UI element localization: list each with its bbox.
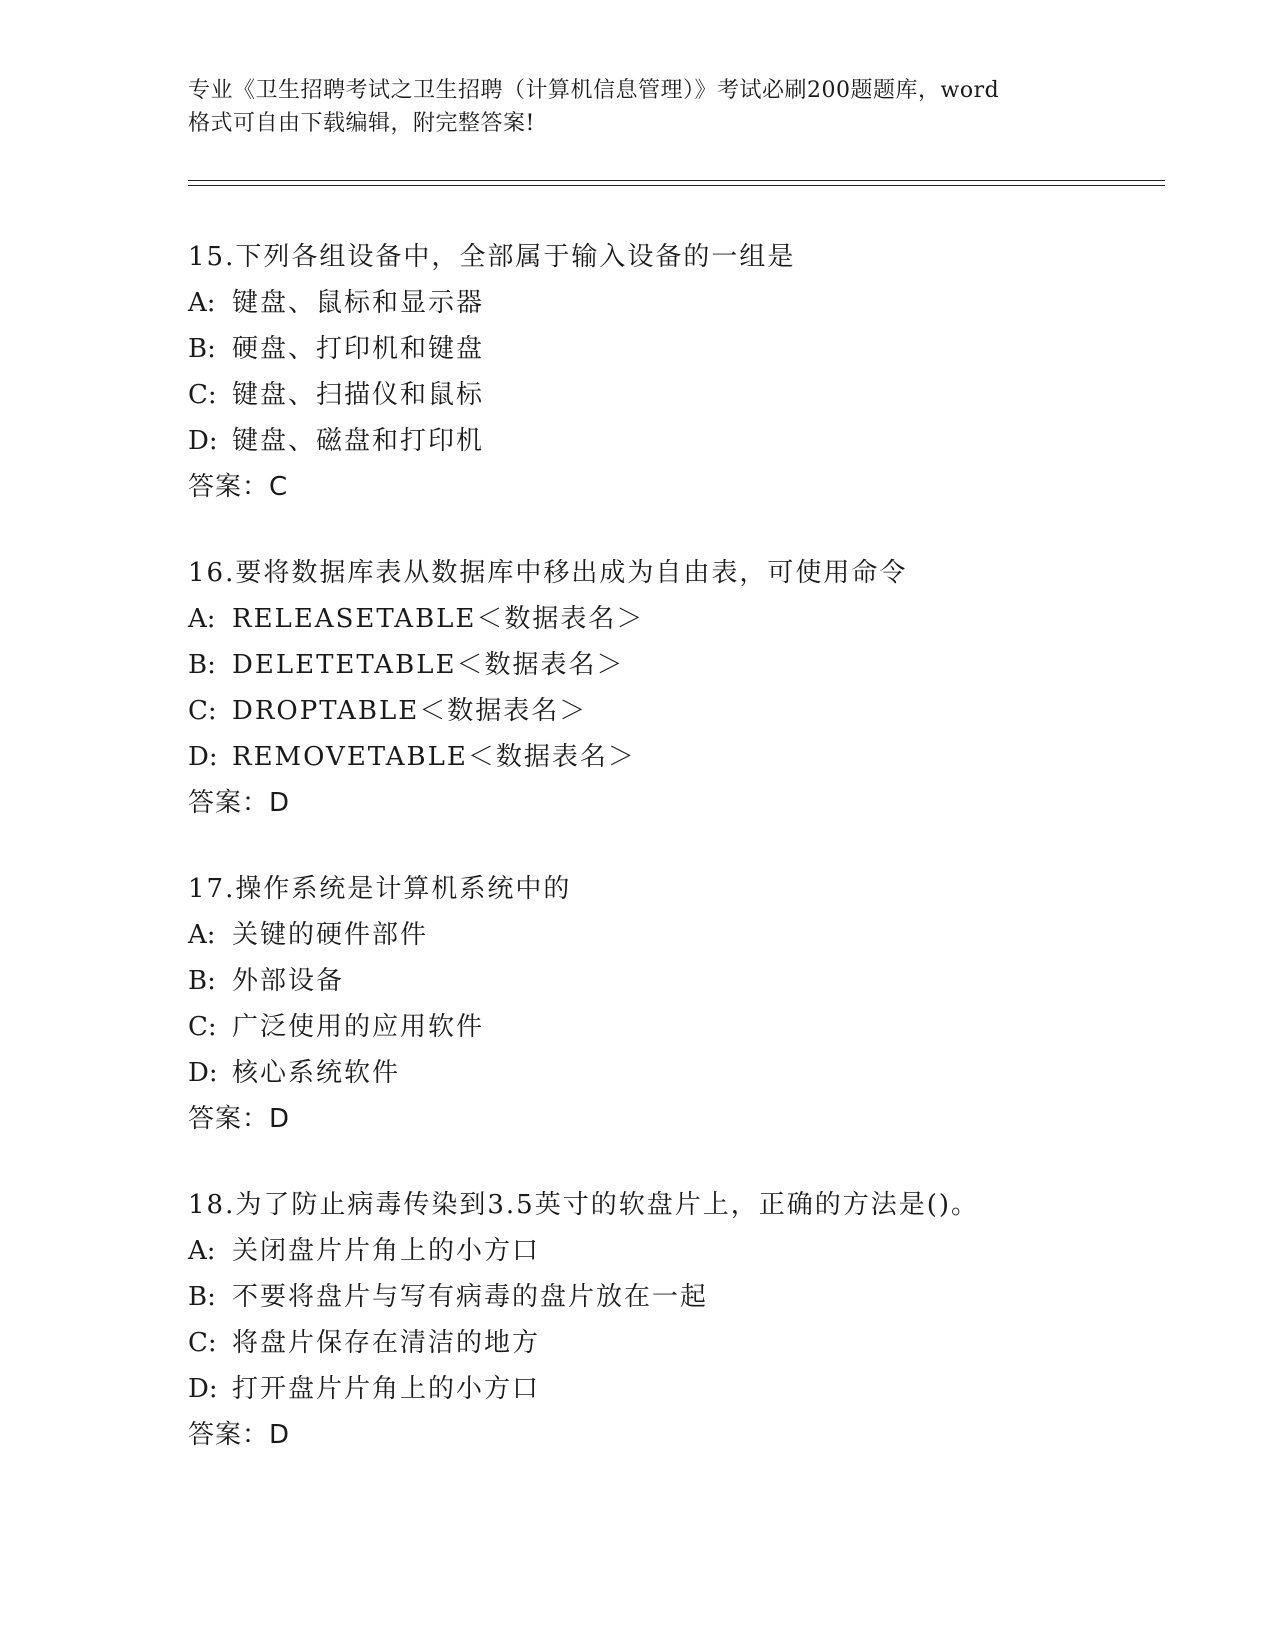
option-c — [188, 688, 1168, 734]
option-text: REMOVETABLE＜数据表名＞ — [232, 742, 636, 772]
question-stem: 17.操作系统是计算机系统中的 — [188, 874, 572, 904]
question-stem: 18.为了防止病毒传染到3.5英寸的软盘片上，正确的方法是()。 — [188, 1190, 979, 1220]
option-a — [188, 1228, 1168, 1274]
header-divider-top — [188, 180, 1165, 181]
option-text: DELETETABLE＜数据表名＞ — [232, 650, 625, 680]
option-a — [188, 280, 1168, 326]
option-text: 关键的硬件部件 — [232, 920, 429, 950]
answer-line: 答案：D — [188, 788, 291, 818]
question-15 — [188, 234, 1168, 510]
option-key: A: — [188, 604, 216, 634]
option-b — [188, 326, 1168, 372]
header-title-line-1: 专业《卫生招聘考试之卫生招聘（计算机信息管理）》考试必刷200题题库，word — [188, 78, 1000, 103]
option-c — [188, 372, 1168, 418]
option-text: 外部设备 — [232, 966, 345, 996]
question-17 — [188, 866, 1168, 1142]
question-stem: 15.下列各组设备中，全部属于输入设备的一组是 — [188, 242, 796, 272]
option-text: 打开盘片片角上的小方口 — [232, 1374, 541, 1404]
option-text: 硬盘、打印机和键盘 — [232, 334, 485, 364]
option-text: 键盘、磁盘和打印机 — [232, 426, 485, 456]
document-header — [188, 74, 1088, 140]
option-key: C: — [188, 1012, 217, 1042]
option-key: A: — [188, 1236, 216, 1266]
option-key: C: — [188, 696, 217, 726]
option-key: B: — [188, 334, 216, 364]
option-key: C: — [188, 380, 217, 410]
option-text: 键盘、鼠标和显示器 — [232, 288, 485, 318]
question-stem: 16.要将数据库表从数据库中移出成为自由表，可使用命令 — [188, 558, 908, 588]
question-18 — [188, 1182, 1168, 1458]
option-key: A: — [188, 288, 216, 318]
option-key: B: — [188, 1282, 216, 1312]
option-key: D: — [188, 1374, 218, 1404]
option-text: RELEASETABLE＜数据表名＞ — [232, 604, 645, 634]
option-b — [188, 1274, 1168, 1320]
header-divider-bottom — [188, 185, 1165, 186]
answer-line: 答案：D — [188, 1420, 291, 1450]
option-key: C: — [188, 1328, 217, 1358]
option-text: 不要将盘片与写有病毒的盘片放在一起 — [232, 1282, 709, 1312]
option-d — [188, 418, 1168, 464]
option-text: 关闭盘片片角上的小方口 — [232, 1236, 541, 1266]
option-d — [188, 1366, 1168, 1412]
option-key: D: — [188, 426, 218, 456]
option-d — [188, 1050, 1168, 1096]
answer-line: 答案：D — [188, 1104, 291, 1134]
option-key: D: — [188, 742, 218, 772]
option-text: 核心系统软件 — [232, 1058, 401, 1088]
option-key: D: — [188, 1058, 218, 1088]
option-text: 键盘、扫描仪和鼠标 — [232, 380, 485, 410]
option-c — [188, 1004, 1168, 1050]
option-b — [188, 958, 1168, 1004]
option-c — [188, 1320, 1168, 1366]
option-a — [188, 912, 1168, 958]
option-key: B: — [188, 650, 216, 680]
question-16 — [188, 550, 1168, 826]
header-title-line-2: 格式可自由下载编辑，附完整答案! — [188, 111, 535, 136]
answer-line: 答案：C — [188, 472, 289, 502]
option-b — [188, 642, 1168, 688]
option-key: B: — [188, 966, 216, 996]
option-text: 将盘片保存在清洁的地方 — [232, 1328, 541, 1358]
option-key: A: — [188, 920, 216, 950]
option-text: 广泛使用的应用软件 — [232, 1012, 485, 1042]
option-a — [188, 596, 1168, 642]
option-d — [188, 734, 1168, 780]
option-text: DROPTABLE＜数据表名＞ — [232, 696, 588, 726]
